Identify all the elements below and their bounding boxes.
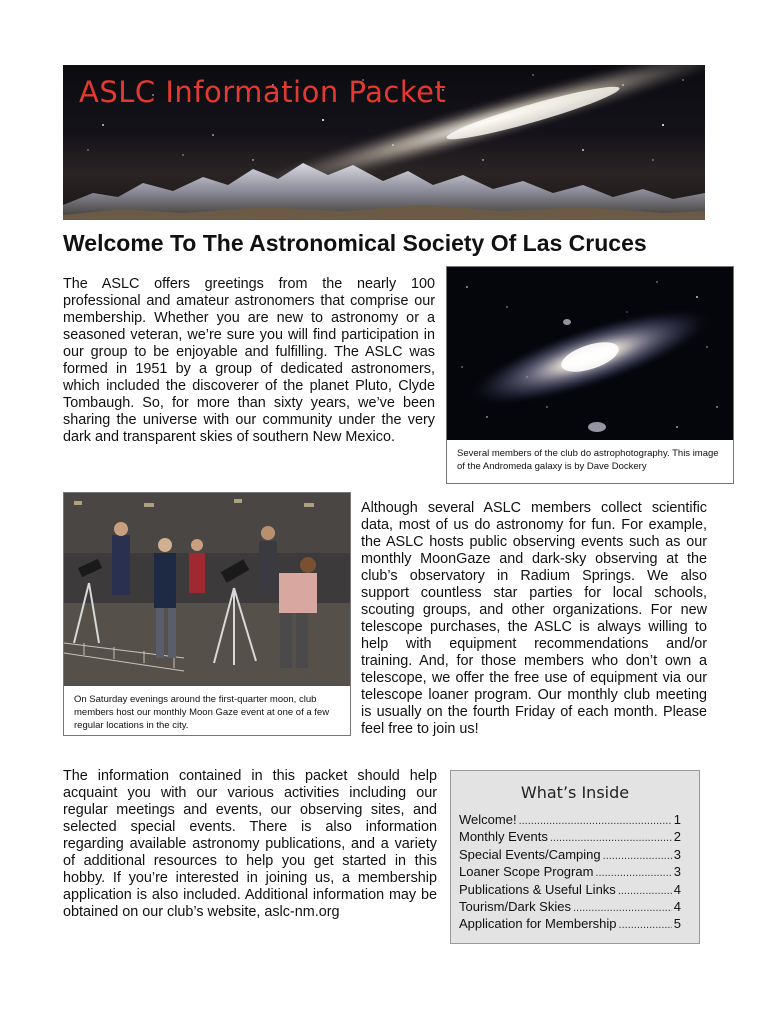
- moon-gaze-caption: On Saturday evenings around the first-quarter moon, club members host our monthly Moon Gaze event at one of a few regular locations in the city.: [74, 694, 330, 731]
- banner-title: ASLC Information Packet: [79, 75, 447, 109]
- toc-item-label: Monthly Events: [459, 829, 548, 845]
- info-paragraph: The information contained in this packet should help acquaint you with our various activities including our regular meetings and events, our observing sites, and selected special events. There is also information regarding available astronomy publications, and a variety of additional resources to help you get started in this hobby. If you’re interested in joining us, a membership application is also included. Additional information may be obtained on our club’s website, aslc-nm.org: [63, 768, 437, 920]
- toc-item[interactable]: [459, 882, 681, 899]
- toc-item-page: 3: [673, 864, 681, 880]
- toc-item-page: 3: [673, 846, 681, 862]
- intro-paragraph: The ASLC offers greetings from the nearly 100 professional and amateur astronomers that comprise our membership. Whether you are new to astronomy or a seasoned veteran, we’re sure you will find participation in our group to be enjoyable and fulfilling. The ASLC was formed in 1951 by a group of dedicated astronomers, which included the discoverer of the planet Pluto, Clyde Tombaugh. So, for more than sixty years, we’ve been sharing the universe with our community under the very dark and transparent skies of southern New Mexico.: [63, 276, 435, 445]
- galaxy-photo-figure: [446, 266, 734, 484]
- toc-item-page: 4: [673, 899, 681, 915]
- activities-paragraph: Although several ASLC members collect scientific data, most of us do astronomy for fun. For example, the ASLC hosts public observing events such as our monthly MoonGaze and dark-sky observing at the club’s observatory in Radium Springs. We also support countless star parties for local schools, scouting groups, and other organizations. For new telescope purchases, the ASLC is always willing to help with equipment recommendations and/or training. And, for those members who don’t own a telescope, we offer the free use of equipment via our telescope loaner program. Our monthly club meeting is usually on the fourth Friday of each month. Please feel free to join us!: [361, 500, 707, 737]
- toc-title: What’s Inside: [520, 783, 630, 802]
- toc-item-label: Application for Membership: [459, 916, 617, 932]
- moon-gaze-photo-figure: [63, 492, 351, 736]
- moon-gaze-event-image: [64, 493, 350, 686]
- toc-item-page: 2: [673, 829, 681, 845]
- toc-item-label: Special Events/Camping: [459, 846, 601, 862]
- toc-item[interactable]: [459, 916, 681, 933]
- toc-item[interactable]: [459, 864, 681, 881]
- toc-item-page: 1: [673, 812, 681, 827]
- toc-item-page: 5: [673, 916, 681, 932]
- toc-item-page: 4: [673, 881, 681, 897]
- header-banner: [63, 65, 705, 220]
- toc-item-label: Loaner Scope Program: [459, 864, 594, 880]
- toc-item-label: Tourism/Dark Skies: [459, 899, 571, 915]
- whats-inside-box: [450, 770, 700, 944]
- toc-item[interactable]: [459, 829, 681, 846]
- toc-item-label: Publications & Useful Links: [459, 881, 616, 897]
- toc-item-label: Welcome!: [459, 812, 517, 827]
- toc-item[interactable]: [459, 812, 681, 829]
- toc-list: [459, 812, 681, 934]
- andromeda-galaxy-image: [447, 267, 733, 440]
- toc-item[interactable]: [459, 899, 681, 916]
- galaxy-caption: Several members of the club do astrophotography. This image of the Andromeda galaxy is by Dave Dockery: [457, 448, 719, 472]
- page-title: Welcome To The Astronomical Society Of Las Cruces: [63, 230, 647, 256]
- toc-item[interactable]: [459, 847, 681, 864]
